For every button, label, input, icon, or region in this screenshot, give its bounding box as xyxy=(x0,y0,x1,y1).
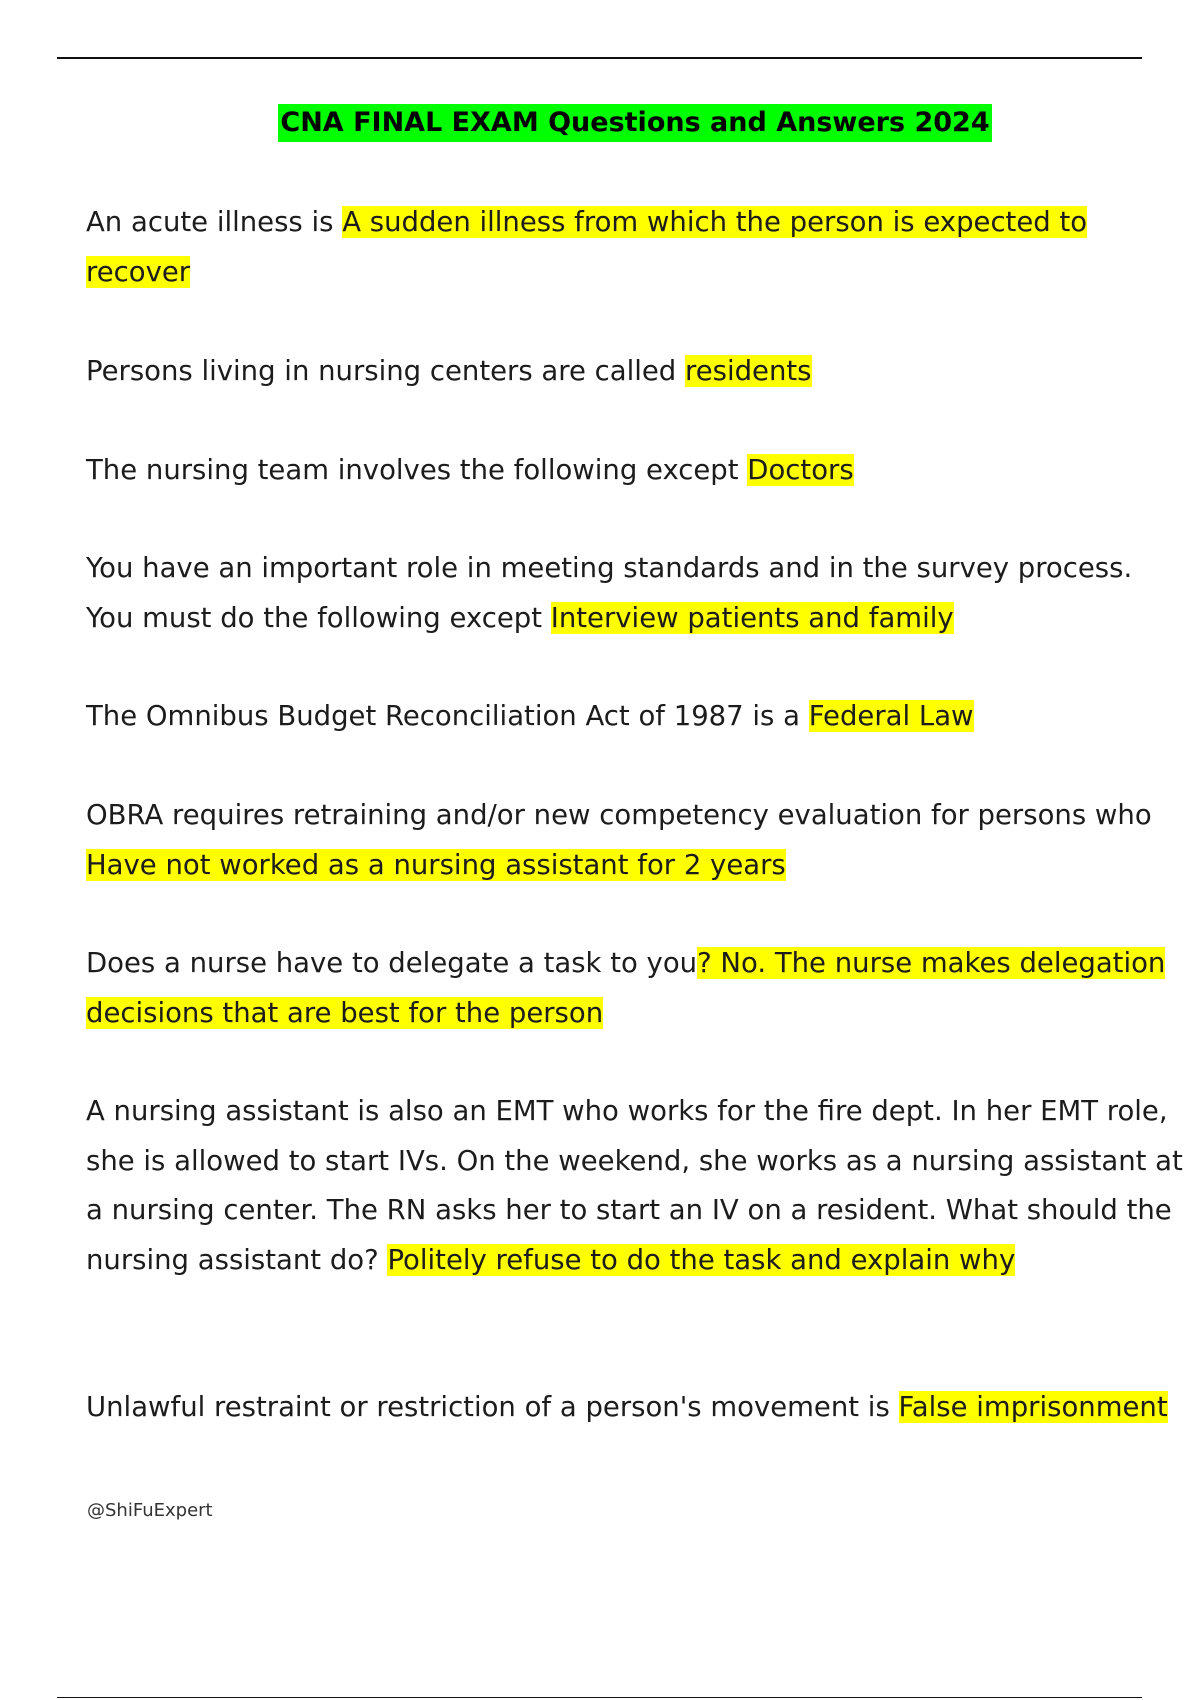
qa-item-5 xyxy=(86,692,1186,742)
answer-highlight: Federal Law xyxy=(808,700,974,732)
qa-item-9 xyxy=(86,1383,1186,1433)
answer-highlight: Have not worked as a nursing assistant for 2 years xyxy=(86,848,786,881)
watermark: @ShiFuExpert xyxy=(87,1500,213,1521)
question-text: OBRA requires retraining and/or new competency evaluation for persons who xyxy=(86,799,1152,831)
title-container xyxy=(0,104,1200,142)
bottom-rule xyxy=(57,1697,1142,1698)
question-text: The Omnibus Budget Reconciliation Act of 1987 is a xyxy=(86,700,809,732)
question-text: An acute illness is xyxy=(86,206,343,238)
answer-highlight: residents xyxy=(685,355,812,387)
answer-highlight: A sudden illness from which the person is expected to recover xyxy=(86,206,1088,288)
answer-highlight: Politely refuse to do the task and explain why xyxy=(387,1243,1016,1276)
question-text: Unlawful restraint or restriction of a person's movement is xyxy=(86,1391,899,1423)
question-text: A nursing assistant is also an EMT who works for the fire dept. In her EMT role, she is allowed to start IVs. On the weekend, she works as a nursing assistant at a nursing center. The RN asks her to start an IV on a resident. What should the nursing assistant do? xyxy=(86,1095,1183,1276)
question-text: The nursing team involves the following except xyxy=(86,454,748,486)
qa-item-4 xyxy=(86,544,1186,643)
question-text: You have an important role in meeting standards and in the survey process. You must do the following except xyxy=(86,552,1133,634)
qa-item-2 xyxy=(86,347,1186,397)
qa-item-3 xyxy=(86,446,1186,496)
answer-highlight: Doctors xyxy=(747,454,854,486)
answer-highlight: ? No. The nurse makes delegation decisions that are best for the person xyxy=(86,947,1166,1029)
qa-item-7 xyxy=(86,939,1186,1038)
question-text: Does a nurse have to delegate a task to you xyxy=(86,947,698,979)
document-title: CNA FINAL EXAM Questions and Answers 2024 xyxy=(278,104,991,142)
answer-highlight: False imprisonment xyxy=(898,1391,1168,1423)
question-text: Persons living in nursing centers are called xyxy=(86,355,685,387)
qa-item-8 xyxy=(86,1087,1186,1285)
top-rule xyxy=(57,57,1142,59)
qa-item-6 xyxy=(86,791,1186,890)
answer-highlight: Interview patients and family xyxy=(550,601,954,634)
qa-item-1 xyxy=(86,198,1186,297)
